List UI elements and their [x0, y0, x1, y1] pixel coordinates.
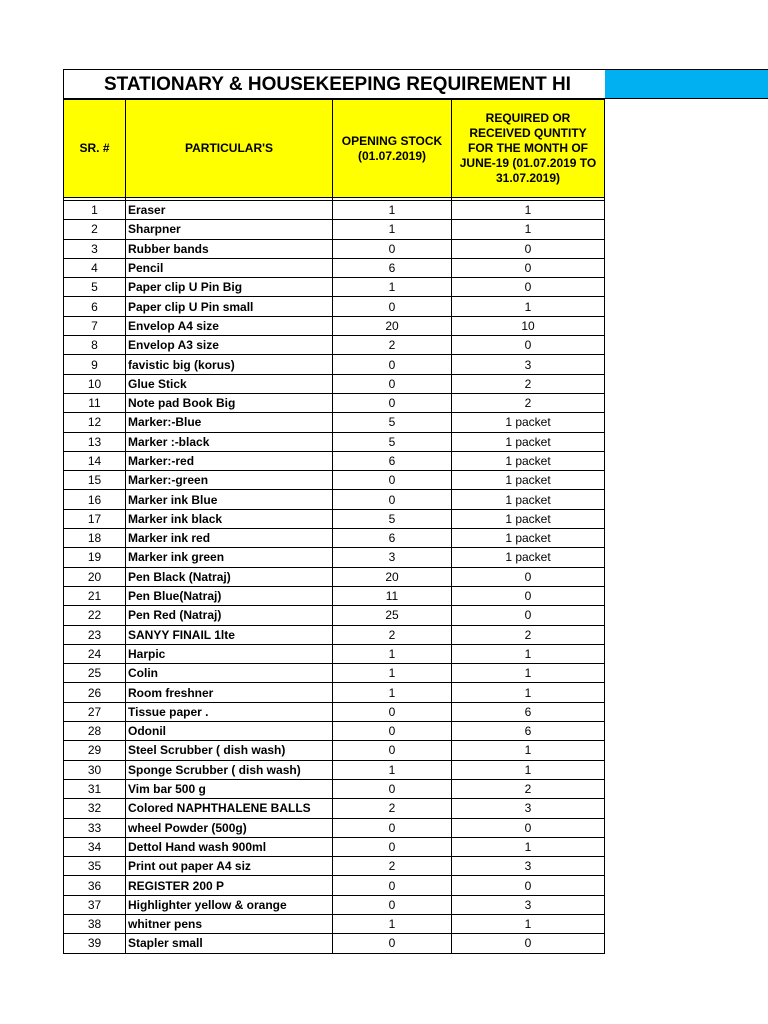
table-row — [64, 471, 605, 490]
row-required-cell: 0 — [452, 567, 605, 586]
table-row — [64, 644, 605, 663]
row-required-cell: 3 — [452, 355, 605, 374]
table-row — [64, 239, 605, 258]
row-particular-cell: Pen Blue(Natraj) — [126, 586, 333, 605]
table-row — [64, 760, 605, 779]
table-row — [64, 625, 605, 644]
row-required-cell: 1 packet — [452, 432, 605, 451]
row-opening-stock-cell: 2 — [333, 857, 452, 876]
row-sr-cell: 27 — [64, 702, 126, 721]
row-sr-cell: 7 — [64, 316, 126, 335]
row-sr-cell: 18 — [64, 529, 126, 548]
row-required-cell: 3 — [452, 857, 605, 876]
row-opening-stock-cell: 0 — [333, 355, 452, 374]
row-particular-cell: Paper clip U Pin small — [126, 297, 333, 316]
row-particular-cell: Glue Stick — [126, 374, 333, 393]
row-particular-cell: REGISTER 200 P — [126, 876, 333, 895]
row-opening-stock-cell: 5 — [333, 509, 452, 528]
row-sr-cell: 22 — [64, 606, 126, 625]
row-sr-cell: 8 — [64, 336, 126, 355]
row-sr-cell: 37 — [64, 895, 126, 914]
sheet-title: STATIONARY & HOUSEKEEPING REQUIREMENT HI — [104, 74, 571, 95]
row-required-cell: 6 — [452, 722, 605, 741]
row-sr-cell: 4 — [64, 258, 126, 277]
row-opening-stock-cell: 5 — [333, 413, 452, 432]
row-particular-cell: Marker ink Blue — [126, 490, 333, 509]
row-particular-cell: Marker:-Blue — [126, 413, 333, 432]
row-sr-cell: 25 — [64, 664, 126, 683]
row-sr-cell: 16 — [64, 490, 126, 509]
row-particular-cell: Harpic — [126, 644, 333, 663]
row-particular-cell: Marker ink green — [126, 548, 333, 567]
row-particular-cell: Vim bar 500 g — [126, 779, 333, 798]
table-row — [64, 818, 605, 837]
row-opening-stock-cell: 0 — [333, 934, 452, 953]
row-opening-stock-cell: 0 — [333, 239, 452, 258]
row-particular-cell: Envelop A4 size — [126, 316, 333, 335]
row-opening-stock-cell: 1 — [333, 278, 452, 297]
row-sr-cell: 30 — [64, 760, 126, 779]
table-row — [64, 529, 605, 548]
row-sr-cell: 24 — [64, 644, 126, 663]
table-row — [64, 432, 605, 451]
table-row — [64, 490, 605, 509]
row-particular-cell: Colin — [126, 664, 333, 683]
table-body — [64, 198, 605, 954]
row-particular-cell: Marker ink red — [126, 529, 333, 548]
row-opening-stock-cell: 25 — [333, 606, 452, 625]
row-sr-cell: 20 — [64, 567, 126, 586]
table-row — [64, 741, 605, 760]
row-opening-stock-cell: 0 — [333, 490, 452, 509]
row-opening-stock-cell: 11 — [333, 586, 452, 605]
row-required-cell: 1 — [452, 837, 605, 856]
table-row — [64, 702, 605, 721]
row-particular-cell: Paper clip U Pin Big — [126, 278, 333, 297]
row-required-cell: 0 — [452, 818, 605, 837]
row-particular-cell: Pen Red (Natraj) — [126, 606, 333, 625]
table-row — [64, 413, 605, 432]
row-required-cell: 1 — [452, 644, 605, 663]
row-opening-stock-cell: 2 — [333, 625, 452, 644]
table-row — [64, 876, 605, 895]
table-row — [64, 567, 605, 586]
row-sr-cell: 1 — [64, 201, 126, 220]
row-opening-stock-cell: 0 — [333, 895, 452, 914]
row-opening-stock-cell: 0 — [333, 393, 452, 412]
table-row — [64, 509, 605, 528]
row-sr-cell: 14 — [64, 451, 126, 470]
table-row — [64, 799, 605, 818]
row-required-cell: 0 — [452, 239, 605, 258]
row-particular-cell: Pen Black (Natraj) — [126, 567, 333, 586]
table-row — [64, 297, 605, 316]
row-sr-cell: 33 — [64, 818, 126, 837]
row-required-cell: 0 — [452, 876, 605, 895]
row-particular-cell: wheel Powder (500g) — [126, 818, 333, 837]
table-row — [64, 220, 605, 239]
row-opening-stock-cell: 6 — [333, 258, 452, 277]
table-row — [64, 722, 605, 741]
row-opening-stock-cell: 5 — [333, 432, 452, 451]
row-required-cell: 1 packet — [452, 471, 605, 490]
row-required-cell: 0 — [452, 336, 605, 355]
header-sr: SR. # — [64, 100, 126, 198]
row-particular-cell: Room freshner — [126, 683, 333, 702]
row-required-cell: 1 — [452, 220, 605, 239]
table-row — [64, 683, 605, 702]
header-opening-stock: OPENING STOCK (01.07.2019) — [333, 100, 452, 198]
row-opening-stock-cell: 0 — [333, 818, 452, 837]
row-required-cell: 6 — [452, 702, 605, 721]
row-required-cell: 0 — [452, 278, 605, 297]
row-required-cell: 1 packet — [452, 509, 605, 528]
row-sr-cell: 9 — [64, 355, 126, 374]
table-row — [64, 316, 605, 335]
row-particular-cell: Sharpner — [126, 220, 333, 239]
title-highlight-cell — [605, 70, 768, 99]
row-particular-cell: Rubber bands — [126, 239, 333, 258]
row-required-cell: 1 packet — [452, 529, 605, 548]
row-sr-cell: 21 — [64, 586, 126, 605]
row-particular-cell: Steel Scrubber ( dish wash) — [126, 741, 333, 760]
row-required-cell: 1 packet — [452, 451, 605, 470]
requirement-table — [63, 99, 605, 954]
table-row — [64, 914, 605, 933]
row-required-cell: 0 — [452, 586, 605, 605]
row-required-cell: 3 — [452, 895, 605, 914]
row-sr-cell: 3 — [64, 239, 126, 258]
row-required-cell: 1 — [452, 760, 605, 779]
row-opening-stock-cell: 0 — [333, 741, 452, 760]
row-sr-cell: 34 — [64, 837, 126, 856]
row-sr-cell: 35 — [64, 857, 126, 876]
row-sr-cell: 39 — [64, 934, 126, 953]
row-required-cell: 2 — [452, 779, 605, 798]
row-opening-stock-cell: 20 — [333, 567, 452, 586]
row-particular-cell: Envelop A3 size — [126, 336, 333, 355]
row-opening-stock-cell: 3 — [333, 548, 452, 567]
table-row — [64, 895, 605, 914]
row-required-cell: 1 — [452, 683, 605, 702]
row-required-cell: 2 — [452, 625, 605, 644]
title-bar — [63, 69, 768, 99]
row-sr-cell: 12 — [64, 413, 126, 432]
row-sr-cell: 28 — [64, 722, 126, 741]
header-row — [64, 100, 605, 198]
row-sr-cell: 15 — [64, 471, 126, 490]
row-required-cell: 1 — [452, 297, 605, 316]
row-opening-stock-cell: 6 — [333, 451, 452, 470]
row-particular-cell: Eraser — [126, 201, 333, 220]
row-particular-cell: Tissue paper . — [126, 702, 333, 721]
row-opening-stock-cell: 1 — [333, 914, 452, 933]
row-required-cell: 1 — [452, 914, 605, 933]
table-row — [64, 355, 605, 374]
row-required-cell: 3 — [452, 799, 605, 818]
row-particular-cell: Print out paper A4 siz — [126, 857, 333, 876]
row-particular-cell: SANYY FINAIL 1lte — [126, 625, 333, 644]
row-opening-stock-cell: 0 — [333, 722, 452, 741]
table-row — [64, 374, 605, 393]
table-row — [64, 278, 605, 297]
row-particular-cell: Colored NAPHTHALENE BALLS — [126, 799, 333, 818]
header-particulars: PARTICULAR'S — [126, 100, 333, 198]
row-opening-stock-cell: 0 — [333, 374, 452, 393]
row-required-cell: 1 packet — [452, 548, 605, 567]
row-sr-cell: 31 — [64, 779, 126, 798]
table-row — [64, 857, 605, 876]
row-required-cell: 1 packet — [452, 413, 605, 432]
table-row — [64, 779, 605, 798]
row-sr-cell: 36 — [64, 876, 126, 895]
row-particular-cell: Marker :-black — [126, 432, 333, 451]
row-required-cell: 2 — [452, 374, 605, 393]
row-required-cell: 10 — [452, 316, 605, 335]
row-particular-cell: Note pad Book Big — [126, 393, 333, 412]
table-row — [64, 201, 605, 220]
row-sr-cell: 11 — [64, 393, 126, 412]
row-sr-cell: 2 — [64, 220, 126, 239]
row-particular-cell: Dettol Hand wash 900ml — [126, 837, 333, 856]
row-opening-stock-cell: 1 — [333, 760, 452, 779]
row-sr-cell: 17 — [64, 509, 126, 528]
row-opening-stock-cell: 1 — [333, 664, 452, 683]
table-row — [64, 548, 605, 567]
table-row — [64, 606, 605, 625]
row-required-cell: 1 packet — [452, 490, 605, 509]
row-particular-cell: Highlighter yellow & orange — [126, 895, 333, 914]
row-sr-cell: 19 — [64, 548, 126, 567]
row-particular-cell: Stapler small — [126, 934, 333, 953]
row-required-cell: 1 — [452, 201, 605, 220]
row-opening-stock-cell: 1 — [333, 683, 452, 702]
row-opening-stock-cell: 0 — [333, 702, 452, 721]
row-required-cell: 0 — [452, 258, 605, 277]
table-row — [64, 934, 605, 953]
row-sr-cell: 5 — [64, 278, 126, 297]
row-required-cell: 1 — [452, 741, 605, 760]
row-particular-cell: Pencil — [126, 258, 333, 277]
header-required: REQUIRED OR RECEIVED QUNTITY FOR THE MONTH OF JUNE-19 (01.07.2019 TO 31.07.2019) — [452, 100, 605, 198]
row-particular-cell: Marker:-red — [126, 451, 333, 470]
row-required-cell: 1 — [452, 664, 605, 683]
row-sr-cell: 6 — [64, 297, 126, 316]
table-row — [64, 336, 605, 355]
row-particular-cell: Sponge Scrubber ( dish wash) — [126, 760, 333, 779]
row-particular-cell: Marker ink black — [126, 509, 333, 528]
row-particular-cell: whitner pens — [126, 914, 333, 933]
table-row — [64, 586, 605, 605]
table-row — [64, 837, 605, 856]
row-opening-stock-cell: 2 — [333, 799, 452, 818]
row-required-cell: 2 — [452, 393, 605, 412]
table-row — [64, 393, 605, 412]
table-row — [64, 664, 605, 683]
row-opening-stock-cell: 1 — [333, 201, 452, 220]
row-required-cell: 0 — [452, 934, 605, 953]
row-particular-cell: Odonil — [126, 722, 333, 741]
row-opening-stock-cell: 0 — [333, 876, 452, 895]
row-sr-cell: 26 — [64, 683, 126, 702]
row-opening-stock-cell: 0 — [333, 837, 452, 856]
row-opening-stock-cell: 1 — [333, 644, 452, 663]
row-required-cell: 0 — [452, 606, 605, 625]
row-sr-cell: 10 — [64, 374, 126, 393]
row-opening-stock-cell: 0 — [333, 471, 452, 490]
row-sr-cell: 32 — [64, 799, 126, 818]
row-particular-cell: Marker:-green — [126, 471, 333, 490]
row-opening-stock-cell: 0 — [333, 297, 452, 316]
row-sr-cell: 29 — [64, 741, 126, 760]
row-opening-stock-cell: 0 — [333, 779, 452, 798]
row-opening-stock-cell: 1 — [333, 220, 452, 239]
row-sr-cell: 38 — [64, 914, 126, 933]
row-sr-cell: 23 — [64, 625, 126, 644]
row-sr-cell: 13 — [64, 432, 126, 451]
table-row — [64, 258, 605, 277]
row-particular-cell: favistic big (korus) — [126, 355, 333, 374]
table-row — [64, 451, 605, 470]
row-opening-stock-cell: 2 — [333, 336, 452, 355]
row-opening-stock-cell: 6 — [333, 529, 452, 548]
row-opening-stock-cell: 20 — [333, 316, 452, 335]
